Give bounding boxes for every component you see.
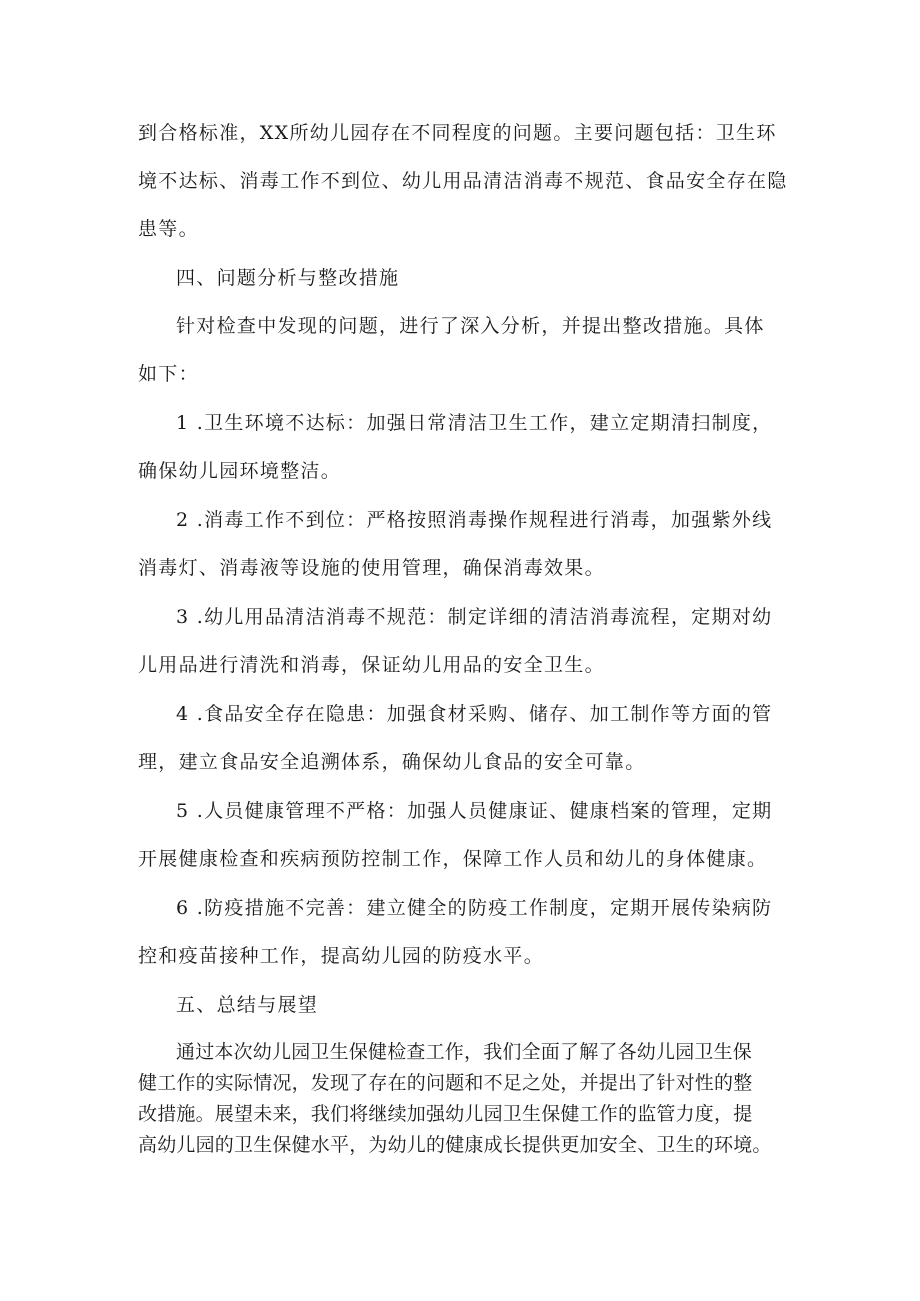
section-4-intro-line-2: 如下： bbox=[138, 363, 199, 385]
intro-line-1: 到合格标准，XX所幼儿园存在不同程度的问题。主要问题包括：卫生环 bbox=[138, 122, 777, 144]
measure-1-line-2: 确保幼儿园环境整洁。 bbox=[138, 460, 342, 482]
measure-6-line-1: 6 .防疫措施不完善：建立健全的防疫工作制度，定期开展传染病防 bbox=[176, 897, 773, 919]
measure-3-line-1: 3 .幼儿用品清洁消毒不规范：制定详细的清洁消毒流程，定期对幼 bbox=[176, 606, 773, 628]
measure-6-line-2: 控和疫苗接种工作，提高幼儿园的防疫水平。 bbox=[138, 945, 545, 967]
conclusion-line-4: 高幼儿园的卫生保健水平，为幼儿的健康成长提供更加安全、卫生的环境。 bbox=[138, 1134, 772, 1156]
measure-2-line-1: 2 .消毒工作不到位：严格按照消毒操作规程进行消毒，加强紫外线 bbox=[176, 509, 773, 531]
measure-4-line-2: 理，建立食品安全追溯体系，确保幼儿食品的安全可靠。 bbox=[138, 751, 646, 773]
section-5-heading: 五、总结与展望 bbox=[176, 994, 319, 1016]
intro-line-2: 境不达标、消毒工作不到位、幼儿用品清洁消毒不规范、食品安全存在隐 bbox=[138, 170, 788, 192]
conclusion-line-3: 改措施。展望未来，我们将继续加强幼儿园卫生保健工作的监管力度，提 bbox=[138, 1103, 753, 1125]
conclusion-line-1: 通过本次幼儿园卫生保健检查工作，我们全面了解了各幼儿园卫生保 bbox=[176, 1041, 753, 1063]
measure-5-line-1: 5 .人员健康管理不严格：加强人员健康证、健康档案的管理，定期 bbox=[176, 800, 773, 822]
measure-3-line-2: 儿用品进行清洗和消毒，保证幼儿用品的安全卫生。 bbox=[138, 654, 605, 676]
measure-2-line-2: 消毒灯、消毒液等设施的使用管理，确保消毒效果。 bbox=[138, 557, 605, 579]
measure-4-line-1: 4 .食品安全存在隐患：加强食材采购、储存、加工制作等方面的管 bbox=[176, 703, 773, 725]
measure-1-line-1: 1 .卫生环境不达标：加强日常清洁卫生工作，建立定期清扫制度， bbox=[176, 412, 773, 434]
section-4-heading: 四、问题分析与整改措施 bbox=[176, 267, 400, 289]
conclusion-line-2: 健工作的实际情况，发现了存在的问题和不足之处，并提出了针对性的整 bbox=[138, 1072, 753, 1094]
section-4-intro-line-1: 针对检查中发现的问题，进行了深入分析，并提出整改措施。具体 bbox=[176, 315, 765, 337]
intro-line-3: 患等。 bbox=[138, 218, 199, 240]
measure-5-line-2: 开展健康检查和疾病预防控制工作，保障工作人员和幼儿的身体健康。 bbox=[138, 848, 768, 870]
